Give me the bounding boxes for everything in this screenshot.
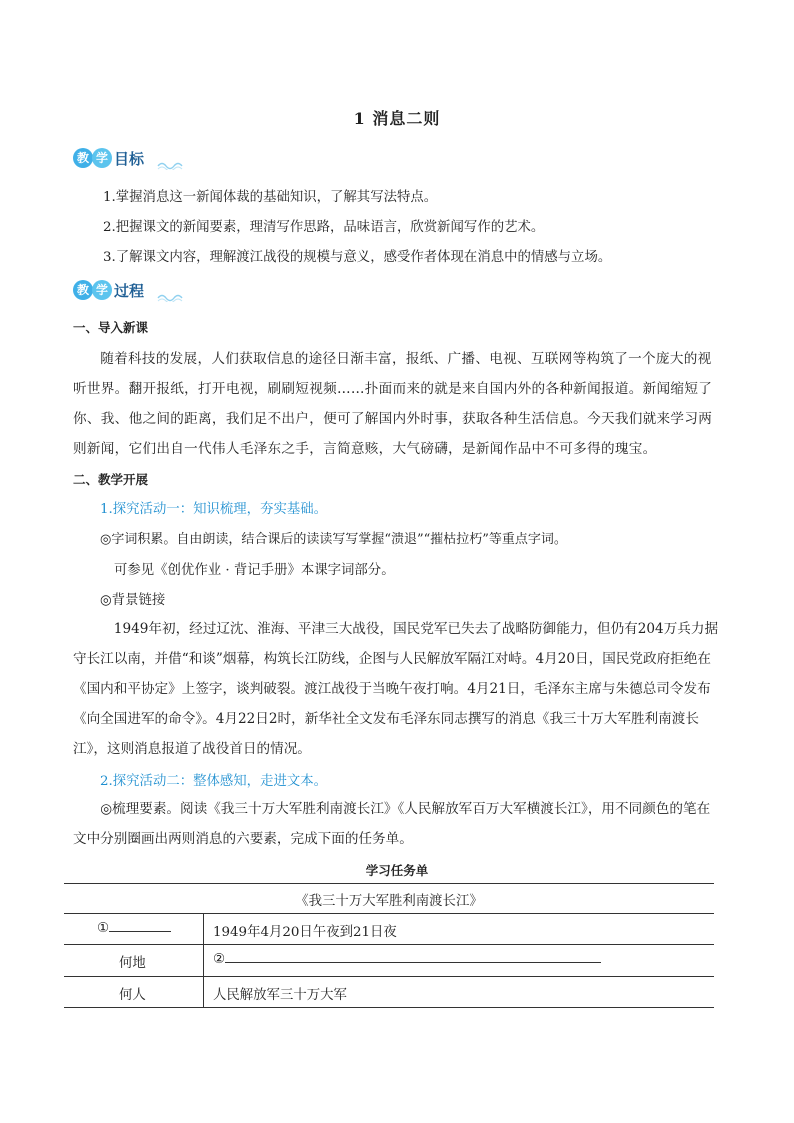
section-badge-char-2: 学 — [92, 148, 112, 168]
reference-note: 可参见《创优作业 · 背记手册》本课字词部分。 — [114, 563, 395, 578]
wave-decoration-icon — [157, 292, 183, 302]
table-border — [64, 883, 714, 884]
activity1-heading: 1.探究活动一：知识梳理，夯实基础。 — [100, 502, 328, 517]
table-border — [64, 913, 714, 914]
table-border — [64, 976, 714, 977]
part1-heading: 一、导入新课 — [73, 320, 149, 335]
table-cell-value: 人民解放军三十万大军 — [213, 988, 347, 1003]
page-title: 1 消息二则 — [353, 109, 441, 128]
intro-paragraph: 随着科技的发展，人们获取信息的途径日渐丰富，报纸、广播、电视、互联网等构筑了一个庞大的视听世界。翻开报纸，打开电视，刷刷短视频……扑面而来的就是来自国内外的各种新闻报道。新闻缩短了你、我、他之间的距离，我们足不出户，便可了解国内外时事，获取各种生活信息。今天我们就来学习两则新闻，它们出自一代伟人毛泽东之手，言简意赅，大气磅礴，是新闻作品中不可多得的瑰宝。 — [73, 351, 713, 457]
table-cell-label: 何人 — [119, 988, 146, 1003]
section-badge-char-1: 教 — [73, 280, 93, 300]
table-row — [97, 921, 171, 936]
blank-line[interactable] — [109, 921, 171, 932]
part2-heading: 二、教学开展 — [73, 472, 149, 487]
goal-item: 3.了解课文内容，理解渡江战役的规模与意义，感受作者体现在消息中的情感与立场。 — [103, 250, 612, 265]
table-header: 《我三十万大军胜利南渡长江》 — [295, 894, 483, 909]
table-cell-value: ② — [213, 952, 226, 967]
activity2-heading: 2.探究活动二：整体感知，走进文本。 — [100, 774, 328, 789]
table-border — [64, 944, 714, 945]
section-badge-char-2: 学 — [92, 280, 112, 300]
table-cell-label: 何地 — [119, 956, 146, 971]
table-border — [64, 1007, 714, 1008]
background-label: ◎背景链接 — [100, 593, 166, 608]
table-row — [213, 952, 601, 967]
goal-item: 2.把握课文的新闻要素，理清写作思路，品味语言，欣赏新闻写作的艺术。 — [103, 220, 545, 235]
section-badge-char-1: 教 — [73, 148, 93, 168]
sort-paragraph: ◎梳理要素。阅读《我三十万大军胜利南渡长江》《人民解放军百万大军横渡长江》，用不同颜色的笔在文中分别圈画出两则消息的六要素，完成下面的任务单。 — [73, 801, 711, 847]
table-caption: 学习任务单 — [365, 863, 429, 878]
table-column-divider — [203, 913, 204, 1007]
background-paragraph: 1949年初，经过辽沈、淮海、平津三大战役，国民党军已失去了战略防御能力，但仍有204万兵力据守长江以南，并借“和谈”烟幕，构筑长江防线，企图与人民解放军隔江对峙。4月20日，国民党政府拒绝在《国内和平协定》上签字，谈判破裂。渡江战役于当晚午夜打响。4月21日，毛泽东主席与朱德总司令发布《向全国进军的命令》。4月22日2时，新华社全文发布毛泽东同志撰写的消息《我三十万大军胜利南渡长江》，这则消息报道了战役首日的情况。 — [73, 621, 719, 757]
wave-decoration-icon — [157, 160, 183, 170]
table-cell-value: 1949年4月20日午夜到21日夜 — [213, 925, 397, 940]
blank-line[interactable] — [225, 952, 601, 963]
table-cell-label: ① — [97, 921, 110, 936]
vocab-note: ◎字词积累。自由朗读，结合课后的读读写写掌握“溃退”“摧枯拉朽”等重点字词。 — [100, 532, 567, 547]
goal-item: 1.掌握消息这一新闻体裁的基础知识，了解其写法特点。 — [103, 190, 438, 205]
section-title: 过程 — [114, 282, 145, 300]
section-header-goals — [73, 148, 183, 172]
section-title: 目标 — [114, 150, 145, 168]
section-header-process — [73, 280, 183, 304]
